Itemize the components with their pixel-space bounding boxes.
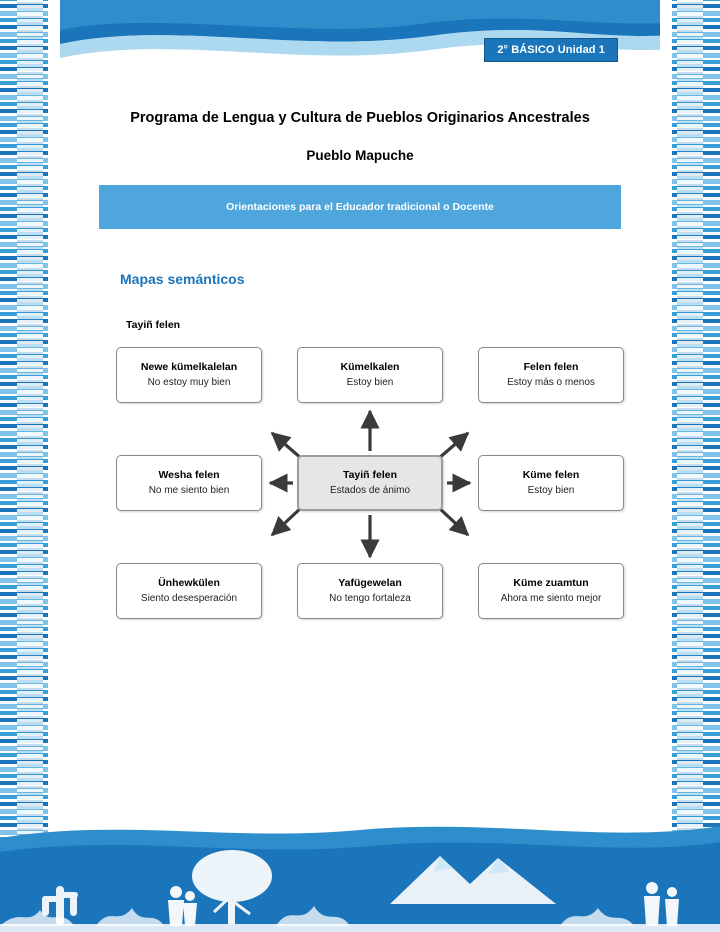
map-node-center-title: Tayiñ felen: [342, 469, 398, 481]
map-label: Tayiñ felen: [126, 319, 181, 331]
map-node: [478, 455, 624, 511]
program-title: Programa de Lengua y Cultura de Pueblos Originarios Ancestrales: [130, 110, 590, 126]
people-subtitle: Pueblo Mapuche: [306, 148, 414, 163]
map-node: [116, 455, 262, 511]
map-node-subtitle: Estoy bien: [346, 377, 394, 388]
map-node-title: Küme felen: [522, 469, 580, 481]
map-node-subtitle: No estoy muy bien: [147, 377, 231, 388]
map-node: [297, 563, 443, 619]
map-node-subtitle: Ahora me siento mejor: [500, 593, 602, 604]
left-border-spacer: [48, 0, 60, 932]
map-node: [297, 347, 443, 403]
map-node: [116, 347, 262, 403]
map-node-subtitle: Estoy más o menos: [507, 377, 595, 388]
map-node-title: Yafügewelan: [338, 577, 402, 589]
semantic-map: [110, 343, 630, 628]
map-node-subtitle: Estoy bien: [527, 485, 575, 496]
map-node-subtitle: No tengo fortaleza: [329, 593, 411, 604]
map-node-title: Newe kümelkalelan: [140, 361, 238, 373]
unit-badge: 2° BÁSICO Unidad 1: [484, 38, 618, 62]
map-node-center: [297, 455, 443, 511]
map-node: [478, 563, 624, 619]
map-node: [116, 563, 262, 619]
orientation-banner-label: Orientaciones para el Educador tradicional o Docente: [226, 201, 494, 213]
map-node-subtitle: No me siento bien: [148, 485, 230, 496]
map-node-subtitle: Siento desesperación: [140, 593, 238, 604]
map-node: [478, 347, 624, 403]
orientation-banner: [99, 185, 621, 229]
bottom-landscape-illustration: [0, 800, 720, 932]
map-node-title: Kümelkalen: [340, 361, 400, 373]
right-border-spacer: [660, 0, 672, 932]
document-content: [60, 60, 660, 628]
map-node-title: Küme zuamtun: [513, 577, 589, 589]
section-title: Mapas semánticos: [120, 271, 245, 287]
left-border-inner-pattern: [17, 0, 43, 932]
map-node-title: Ünhewkülen: [158, 577, 220, 589]
map-node-center-subtitle: Estados de ánimo: [329, 485, 411, 496]
map-node-title: Wesha felen: [158, 469, 220, 481]
map-node-title: Felen felen: [523, 361, 579, 373]
right-border-inner-pattern: [677, 0, 703, 932]
